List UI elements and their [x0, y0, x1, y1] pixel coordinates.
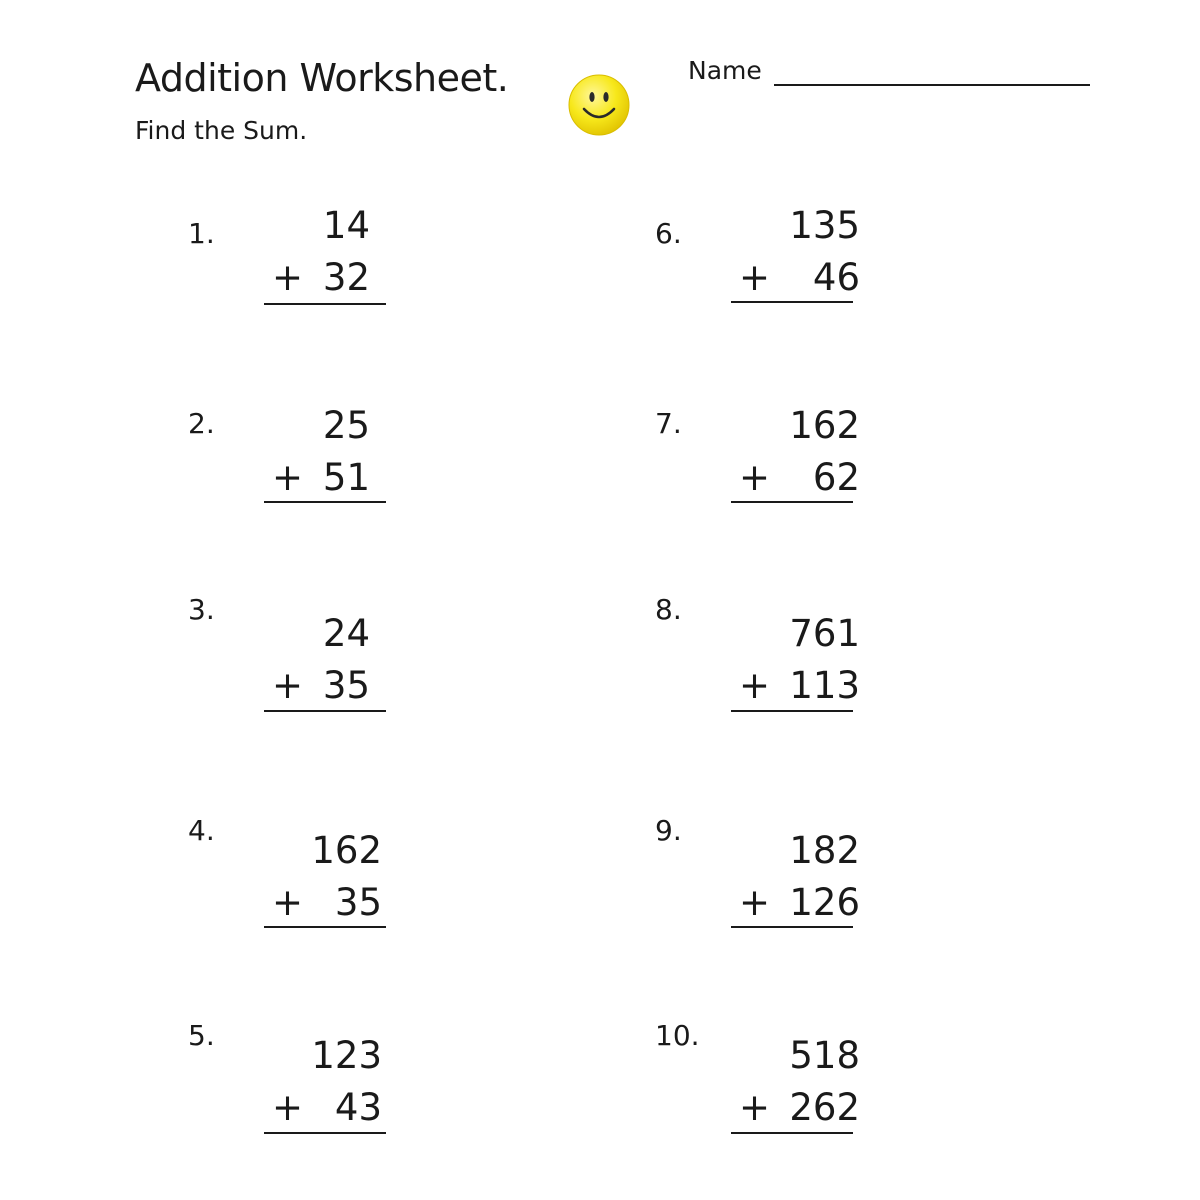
problem-9: [655, 814, 955, 948]
answer-line: [264, 710, 386, 712]
problem-4: [188, 814, 488, 948]
problem-number: 5.: [188, 1019, 215, 1052]
plus-sign: +: [739, 456, 771, 499]
problem-number: 3.: [188, 593, 215, 626]
top-addend: 761: [789, 612, 860, 655]
name-label: Name: [688, 56, 762, 85]
problem-3: [188, 593, 488, 731]
plus-sign: +: [272, 256, 304, 299]
problem-10: [655, 1019, 955, 1153]
plus-sign: +: [739, 1086, 771, 1129]
top-addend: 24: [322, 612, 370, 655]
top-addend: 518: [789, 1034, 860, 1077]
bottom-addend: 262: [789, 1086, 860, 1129]
plus-sign: +: [739, 664, 771, 707]
problem-number: 8.: [655, 593, 682, 626]
bottom-addend: 46: [812, 256, 860, 299]
top-addend: 123: [311, 1034, 382, 1077]
answer-line: [731, 926, 853, 928]
answer-line: [264, 926, 386, 928]
bottom-addend: 35: [322, 664, 370, 707]
answer-line: [731, 301, 853, 303]
top-addend: 162: [789, 404, 860, 447]
plus-sign: +: [272, 456, 304, 499]
top-addend: 162: [311, 829, 382, 872]
problem-2: [188, 403, 488, 523]
bottom-addend: 62: [812, 456, 860, 499]
plus-sign: +: [272, 1086, 304, 1129]
bottom-addend: 35: [334, 881, 382, 924]
problem-number: 9.: [655, 814, 682, 847]
name-field[interactable]: [774, 84, 1090, 86]
top-addend: 14: [322, 204, 370, 247]
top-addend: 135: [789, 204, 860, 247]
plus-sign: +: [739, 881, 771, 924]
bottom-addend: 51: [322, 456, 370, 499]
instructions: Find the Sum.: [135, 116, 308, 145]
answer-line: [264, 1132, 386, 1134]
problem-1: [188, 203, 488, 323]
problem-number: 7.: [655, 407, 682, 440]
answer-line: [731, 501, 853, 503]
bottom-addend: 113: [789, 664, 860, 707]
problem-number: 2.: [188, 407, 215, 440]
plus-sign: +: [272, 881, 304, 924]
problem-5: [188, 1019, 488, 1153]
answer-line: [264, 501, 386, 503]
problem-7: [655, 403, 955, 523]
problem-number: 6.: [655, 217, 682, 250]
answer-line: [731, 710, 853, 712]
plus-sign: +: [272, 664, 304, 707]
problem-number: 10.: [655, 1019, 700, 1052]
bottom-addend: 32: [322, 256, 370, 299]
bottom-addend: 126: [789, 881, 860, 924]
top-addend: 182: [789, 829, 860, 872]
top-addend: 25: [322, 404, 370, 447]
problem-6: [655, 203, 955, 323]
answer-line: [264, 303, 386, 305]
answer-line: [731, 1132, 853, 1134]
problem-number: 4.: [188, 814, 215, 847]
problem-number: 1.: [188, 217, 215, 250]
problem-8: [655, 593, 955, 731]
plus-sign: +: [739, 256, 771, 299]
bottom-addend: 43: [334, 1086, 382, 1129]
smiley-face-icon: [567, 73, 631, 137]
worksheet-title: Addition Worksheet.: [135, 56, 509, 100]
